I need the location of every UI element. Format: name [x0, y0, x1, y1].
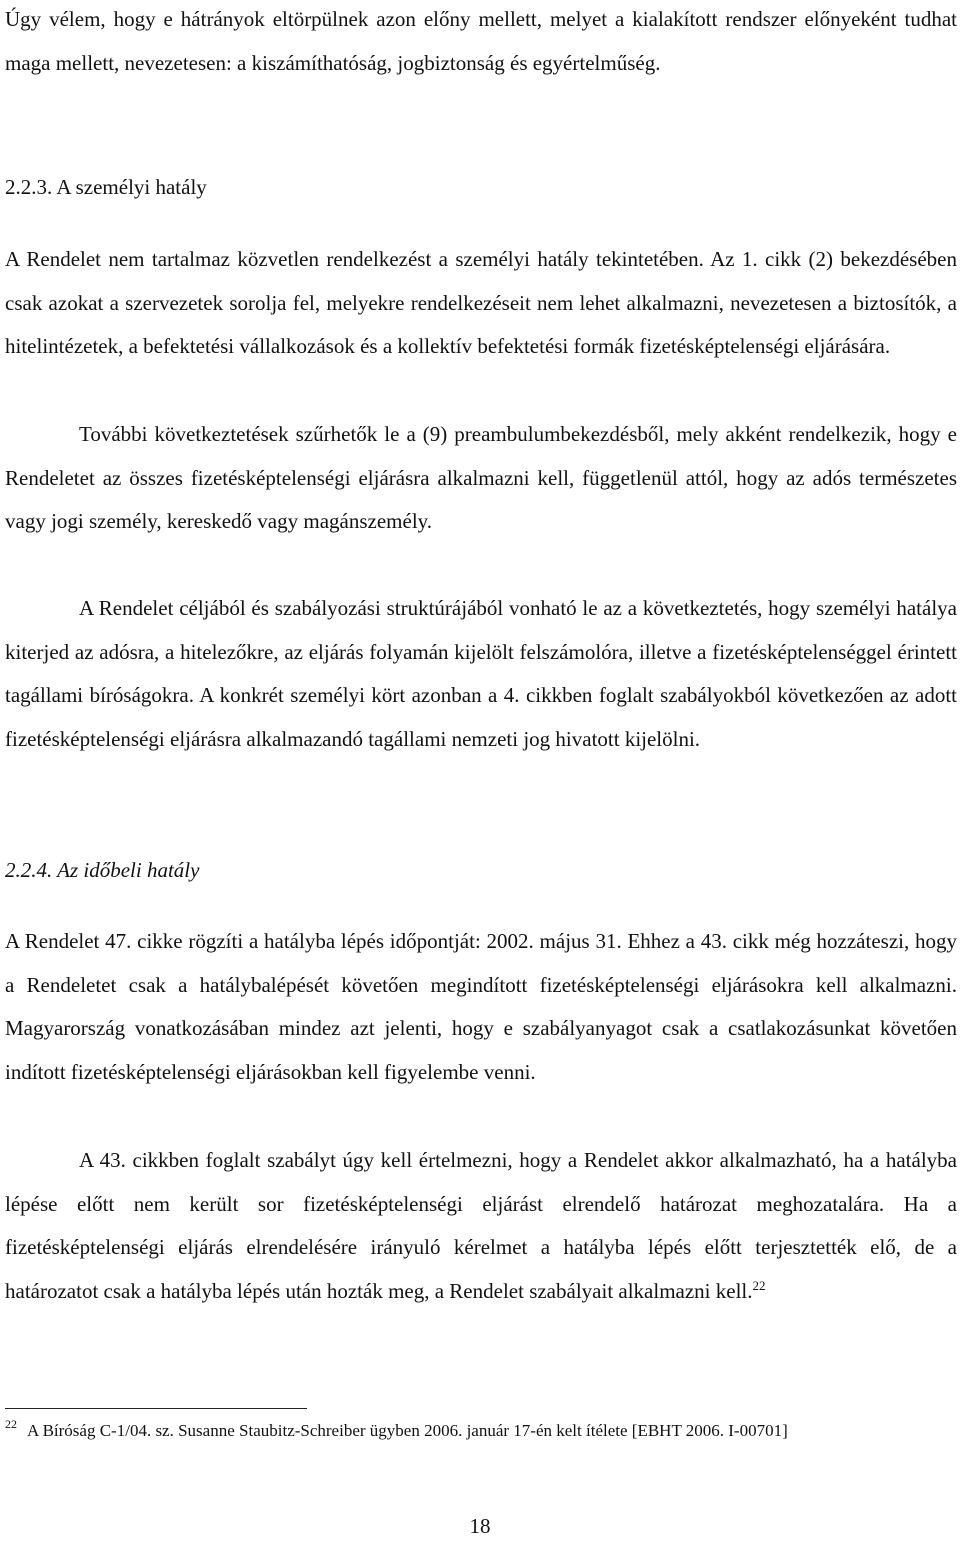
paragraph-3: További következtetések szűrhetők le a (9) preambulumbekezdésből, mely akként rendelkezik, hogy e Rendeletet az összes fizetésképtelenségi eljárásra alkalmazni kell, függetlenül attól, hogy az adós természetes vagy jogi személy, kereskedő vagy magánszemély.: [5, 422, 957, 534]
footnote: [5, 1418, 957, 1443]
footnote-reference: 22: [752, 1277, 766, 1293]
paragraph-5: A Rendelet 47. cikke rögzíti a hatályba lépés időpontját: 2002. május 31. Ehhez a 43. cikk még hozzáteszi, hogy a Rendeletet csak a hatálybalépését követően megindított fizetésképtelenségi eljárásokra kell alkalmazni. Magyarország vonatkozásában mindez azt jelenti, hogy e szabályanyagot csak a csatlakozásunkat követően indított fizetésképtelenségi eljárásokban kell figyelembe venni.: [5, 929, 957, 1084]
paragraph-2: A Rendelet nem tartalmaz közvetlen rendelkezést a személyi hatály tekintetében. Az 1. cikk (2) bekezdésében csak azokat a szervezetek sorolja fel, melyekre rendelkezéseit nem lehet alkalmazni, nevezetesen a biztosítók, a hitelintézetek, a befektetési vállalkozások és a kollektív befektetési formák fizetésképtelenségi eljárására.: [5, 247, 957, 359]
paragraph-1: Úgy vélem, hogy e hátrányok eltörpülnek azon előny mellett, melyet a kialakított rendszer előnyeként tudhat maga mellett, nevezetesen: a kiszámíthatóság, jogbiztonság és egyértelműség.: [5, 7, 957, 75]
paragraph-6: [5, 1139, 957, 1313]
paragraph-4: A Rendelet céljából és szabályozási struktúrájából vonható le az a következtetés, hogy személyi hatálya kiterjed az adósra, a hitelezőkre, az eljárás folyamán kijelölt felszámolóra, illetve a fizetésképtelenséggel érintett tagállami bíróságokra. A konkrét személyi kört azonban a 4. cikkben foglalt szabályokból következően az adott fizetésképtelenségi eljárásra alkalmazandó tagállami nemzeti jog hivatott kijelölni.: [5, 596, 957, 751]
footnote-text: A Bíróság C-1/04. sz. Susanne Staubitz-Schreiber ügyben 2006. január 17-én kelt ítélete [EBHT 2006. I-00701]: [27, 1421, 788, 1440]
section-heading-2-2-4: 2.2.4. Az időbeli hatály: [5, 858, 200, 882]
section-heading-2-2-3: 2.2.3. A személyi hatály: [5, 175, 207, 199]
footnote-number: 22: [5, 1417, 17, 1431]
paragraph-6-text: A 43. cikkben foglalt szabályt úgy kell értelmezni, hogy a Rendelet akkor alkalmazható, ha a hatályba lépése előtt nem került sor fizetésképtelenségi eljárást elrendelő határozat meghozatalára. Ha a fizetésképtelenségi eljárás elrendelésére irányuló kérelmet a hatályba lépés előtt terjesztették elő, de a határozatot csak a hatályba lépés után hozták meg, a Rendelet szabályait alkalmazni kell.: [5, 1148, 957, 1303]
footnote-divider: [5, 1408, 307, 1409]
page-number: 18: [469, 1514, 491, 1538]
